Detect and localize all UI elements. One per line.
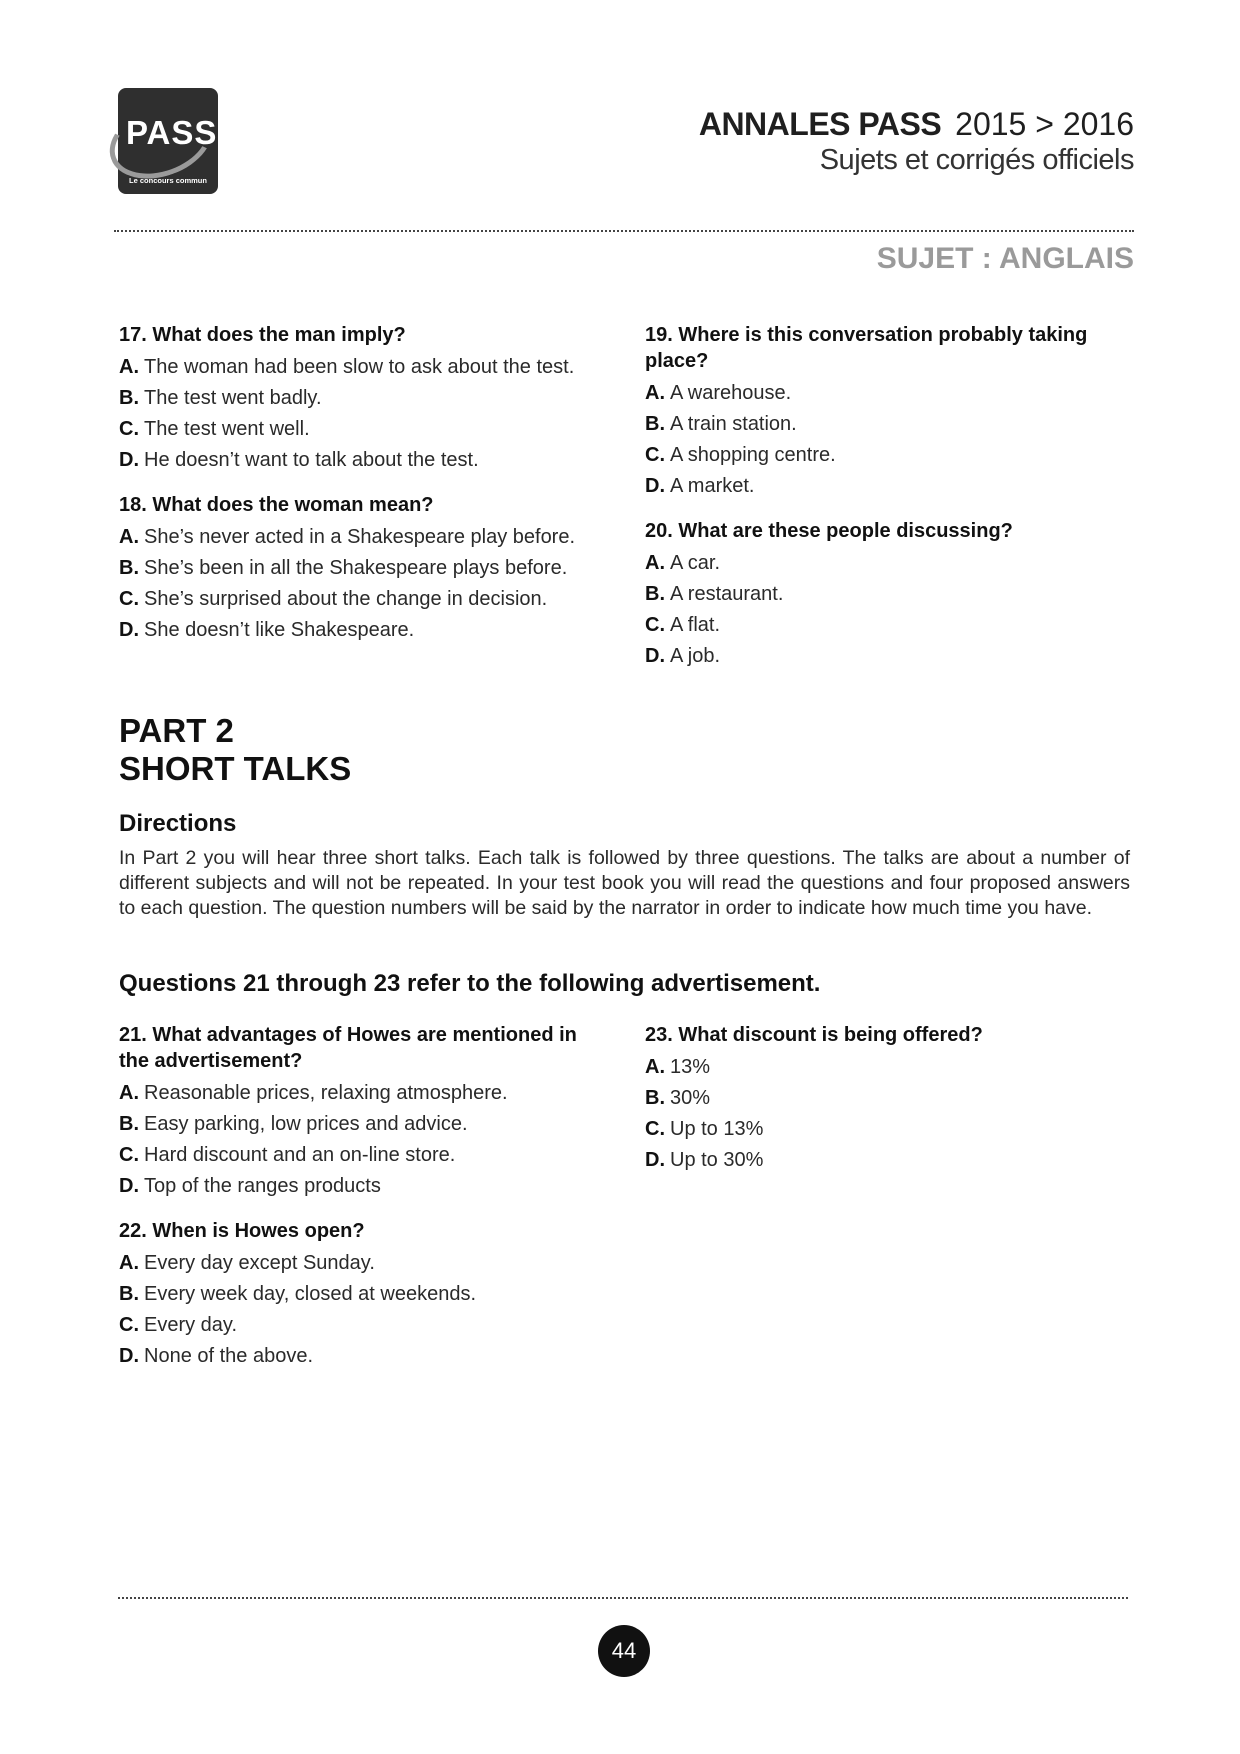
question-21 <box>119 1022 609 1202</box>
option-text: The test went badly. <box>144 387 322 409</box>
answer-option <box>119 615 609 646</box>
option-letter: C. <box>119 588 139 610</box>
answer-option <box>645 1145 1135 1176</box>
option-letter: A. <box>645 552 665 574</box>
option-text: Up to 13% <box>670 1118 764 1140</box>
subject-label: SUJET : ANGLAIS <box>876 242 1134 275</box>
part-number: PART 2 <box>119 712 234 749</box>
answer-option <box>119 1078 609 1109</box>
answer-option <box>645 471 1135 502</box>
answer-option <box>119 414 609 445</box>
option-letter: B. <box>119 557 139 579</box>
option-letter: C. <box>645 1118 665 1140</box>
option-letter: B. <box>645 583 665 605</box>
pass-logo <box>118 88 218 194</box>
option-letter: D. <box>645 475 665 497</box>
option-letter: D. <box>645 1149 665 1171</box>
option-text: She’s surprised about the change in decision. <box>144 588 548 610</box>
question-17 <box>119 322 609 476</box>
answer-option <box>119 1310 609 1341</box>
option-letter: A. <box>119 1252 139 1274</box>
option-letter: C. <box>645 444 665 466</box>
option-letter: B. <box>119 387 139 409</box>
option-text: A market. <box>670 475 755 497</box>
answer-option <box>119 1171 609 1202</box>
option-text: A shopping centre. <box>670 444 836 466</box>
option-text: A warehouse. <box>670 382 792 404</box>
option-text: Every week day, closed at weekends. <box>144 1283 477 1305</box>
page-number: 44 <box>598 1625 650 1677</box>
option-letter: A. <box>645 382 665 404</box>
option-letter: C. <box>119 1314 139 1336</box>
question-title: 18. What does the woman mean? <box>119 494 434 516</box>
answer-option <box>645 378 1135 409</box>
option-text: None of the above. <box>144 1345 314 1367</box>
option-letter: D. <box>119 619 139 641</box>
questions-section-heading: Questions 21 through 23 refer to the following advertisement. <box>119 970 821 997</box>
answer-option <box>645 1083 1135 1114</box>
option-letter: D. <box>645 645 665 667</box>
answer-option <box>645 579 1135 610</box>
option-text: She’s been in all the Shakespeare plays before. <box>144 557 568 579</box>
answer-option <box>119 1140 609 1171</box>
option-text: A train station. <box>670 413 797 435</box>
option-text: Top of the ranges products <box>144 1175 381 1197</box>
option-letter: B. <box>119 1283 139 1305</box>
questions-column <box>119 322 609 662</box>
header-years: 2015 > 2016 <box>955 106 1134 142</box>
header-subtitle: Sujets et corrigés officiels <box>819 144 1134 176</box>
answer-option <box>119 522 609 553</box>
option-letter: A. <box>119 356 139 378</box>
option-text: Easy parking, low prices and advice. <box>144 1113 468 1135</box>
option-text: Reasonable prices, relaxing atmosphere. <box>144 1082 508 1104</box>
answer-option <box>645 1052 1135 1083</box>
logo-text: PASS <box>126 114 218 151</box>
option-text: A restaurant. <box>670 583 784 605</box>
questions-column <box>645 1022 1135 1192</box>
answer-option <box>119 445 609 476</box>
answer-option <box>645 409 1135 440</box>
answer-option <box>645 1114 1135 1145</box>
directions-heading: Directions <box>119 810 237 837</box>
answer-option <box>119 383 609 414</box>
option-text: Every day. <box>144 1314 237 1336</box>
question-title: 22. When is Howes open? <box>119 1220 365 1242</box>
option-text: He doesn’t want to talk about the test. <box>144 449 479 471</box>
option-text: 13% <box>670 1056 711 1078</box>
part-title: SHORT TALKS <box>119 750 352 787</box>
option-letter: B. <box>119 1113 139 1135</box>
option-letter: D. <box>119 1345 139 1367</box>
answer-option <box>645 548 1135 579</box>
option-text: A car. <box>670 552 721 574</box>
answer-option <box>119 584 609 615</box>
answer-option <box>645 641 1135 672</box>
answer-option <box>119 553 609 584</box>
top-dotted-rule <box>114 230 1134 232</box>
answer-option <box>119 352 609 383</box>
option-letter: C. <box>119 418 139 440</box>
question-22 <box>119 1218 609 1372</box>
answer-option <box>119 1279 609 1310</box>
question-23 <box>645 1022 1135 1176</box>
option-letter: B. <box>645 413 665 435</box>
option-letter: A. <box>119 1082 139 1104</box>
question-title: 17. What does the man imply? <box>119 324 406 346</box>
questions-column <box>119 1022 609 1388</box>
directions-text: In Part 2 you will hear three short talks. Each talk is followed by three questions. The talks are about a number of different subjects and will not be repeated. In your test book you will read the questions and four proposed answers to each question. The question numbers will be said by the narrator in order to indicate how much time you have. <box>119 847 1130 919</box>
option-letter: A. <box>645 1056 665 1078</box>
part-heading <box>119 712 351 788</box>
bottom-dotted-rule <box>118 1597 1128 1599</box>
header-brand: ANNALES PASS <box>698 106 942 142</box>
option-letter: A. <box>119 526 139 548</box>
option-text: A job. <box>670 645 721 667</box>
option-letter: C. <box>645 614 665 636</box>
question-18 <box>119 492 609 646</box>
option-text: Hard discount and an on-line store. <box>144 1144 456 1166</box>
header-title <box>699 106 1134 143</box>
answer-option <box>645 610 1135 641</box>
question-20 <box>645 518 1135 672</box>
answer-option <box>645 440 1135 471</box>
question-19 <box>645 322 1135 502</box>
answer-option <box>119 1341 609 1372</box>
answer-option <box>119 1248 609 1279</box>
option-text: She’s never acted in a Shakespeare play before. <box>144 526 576 548</box>
question-title: 23. What discount is being offered? <box>645 1024 983 1046</box>
logo-tagline: Le concours commun <box>129 176 207 185</box>
option-letter: C. <box>119 1144 139 1166</box>
option-text: A flat. <box>670 614 721 636</box>
questions-column <box>645 322 1135 688</box>
option-letter: D. <box>119 449 139 471</box>
question-title: 20. What are these people discussing? <box>645 520 1013 542</box>
question-title: 19. Where is this conversation probably taking place? <box>645 324 1088 372</box>
option-text: Up to 30% <box>670 1149 764 1171</box>
option-text: 30% <box>670 1087 711 1109</box>
option-text: She doesn’t like Shakespeare. <box>144 619 415 641</box>
option-text: The test went well. <box>144 418 310 440</box>
question-title: 21. What advantages of Howes are mentioned in the advertisement? <box>119 1024 577 1072</box>
answer-option <box>119 1109 609 1140</box>
option-letter: B. <box>645 1087 665 1109</box>
option-text: The woman had been slow to ask about the test. <box>144 356 575 378</box>
option-letter: D. <box>119 1175 139 1197</box>
option-text: Every day except Sunday. <box>144 1252 375 1274</box>
